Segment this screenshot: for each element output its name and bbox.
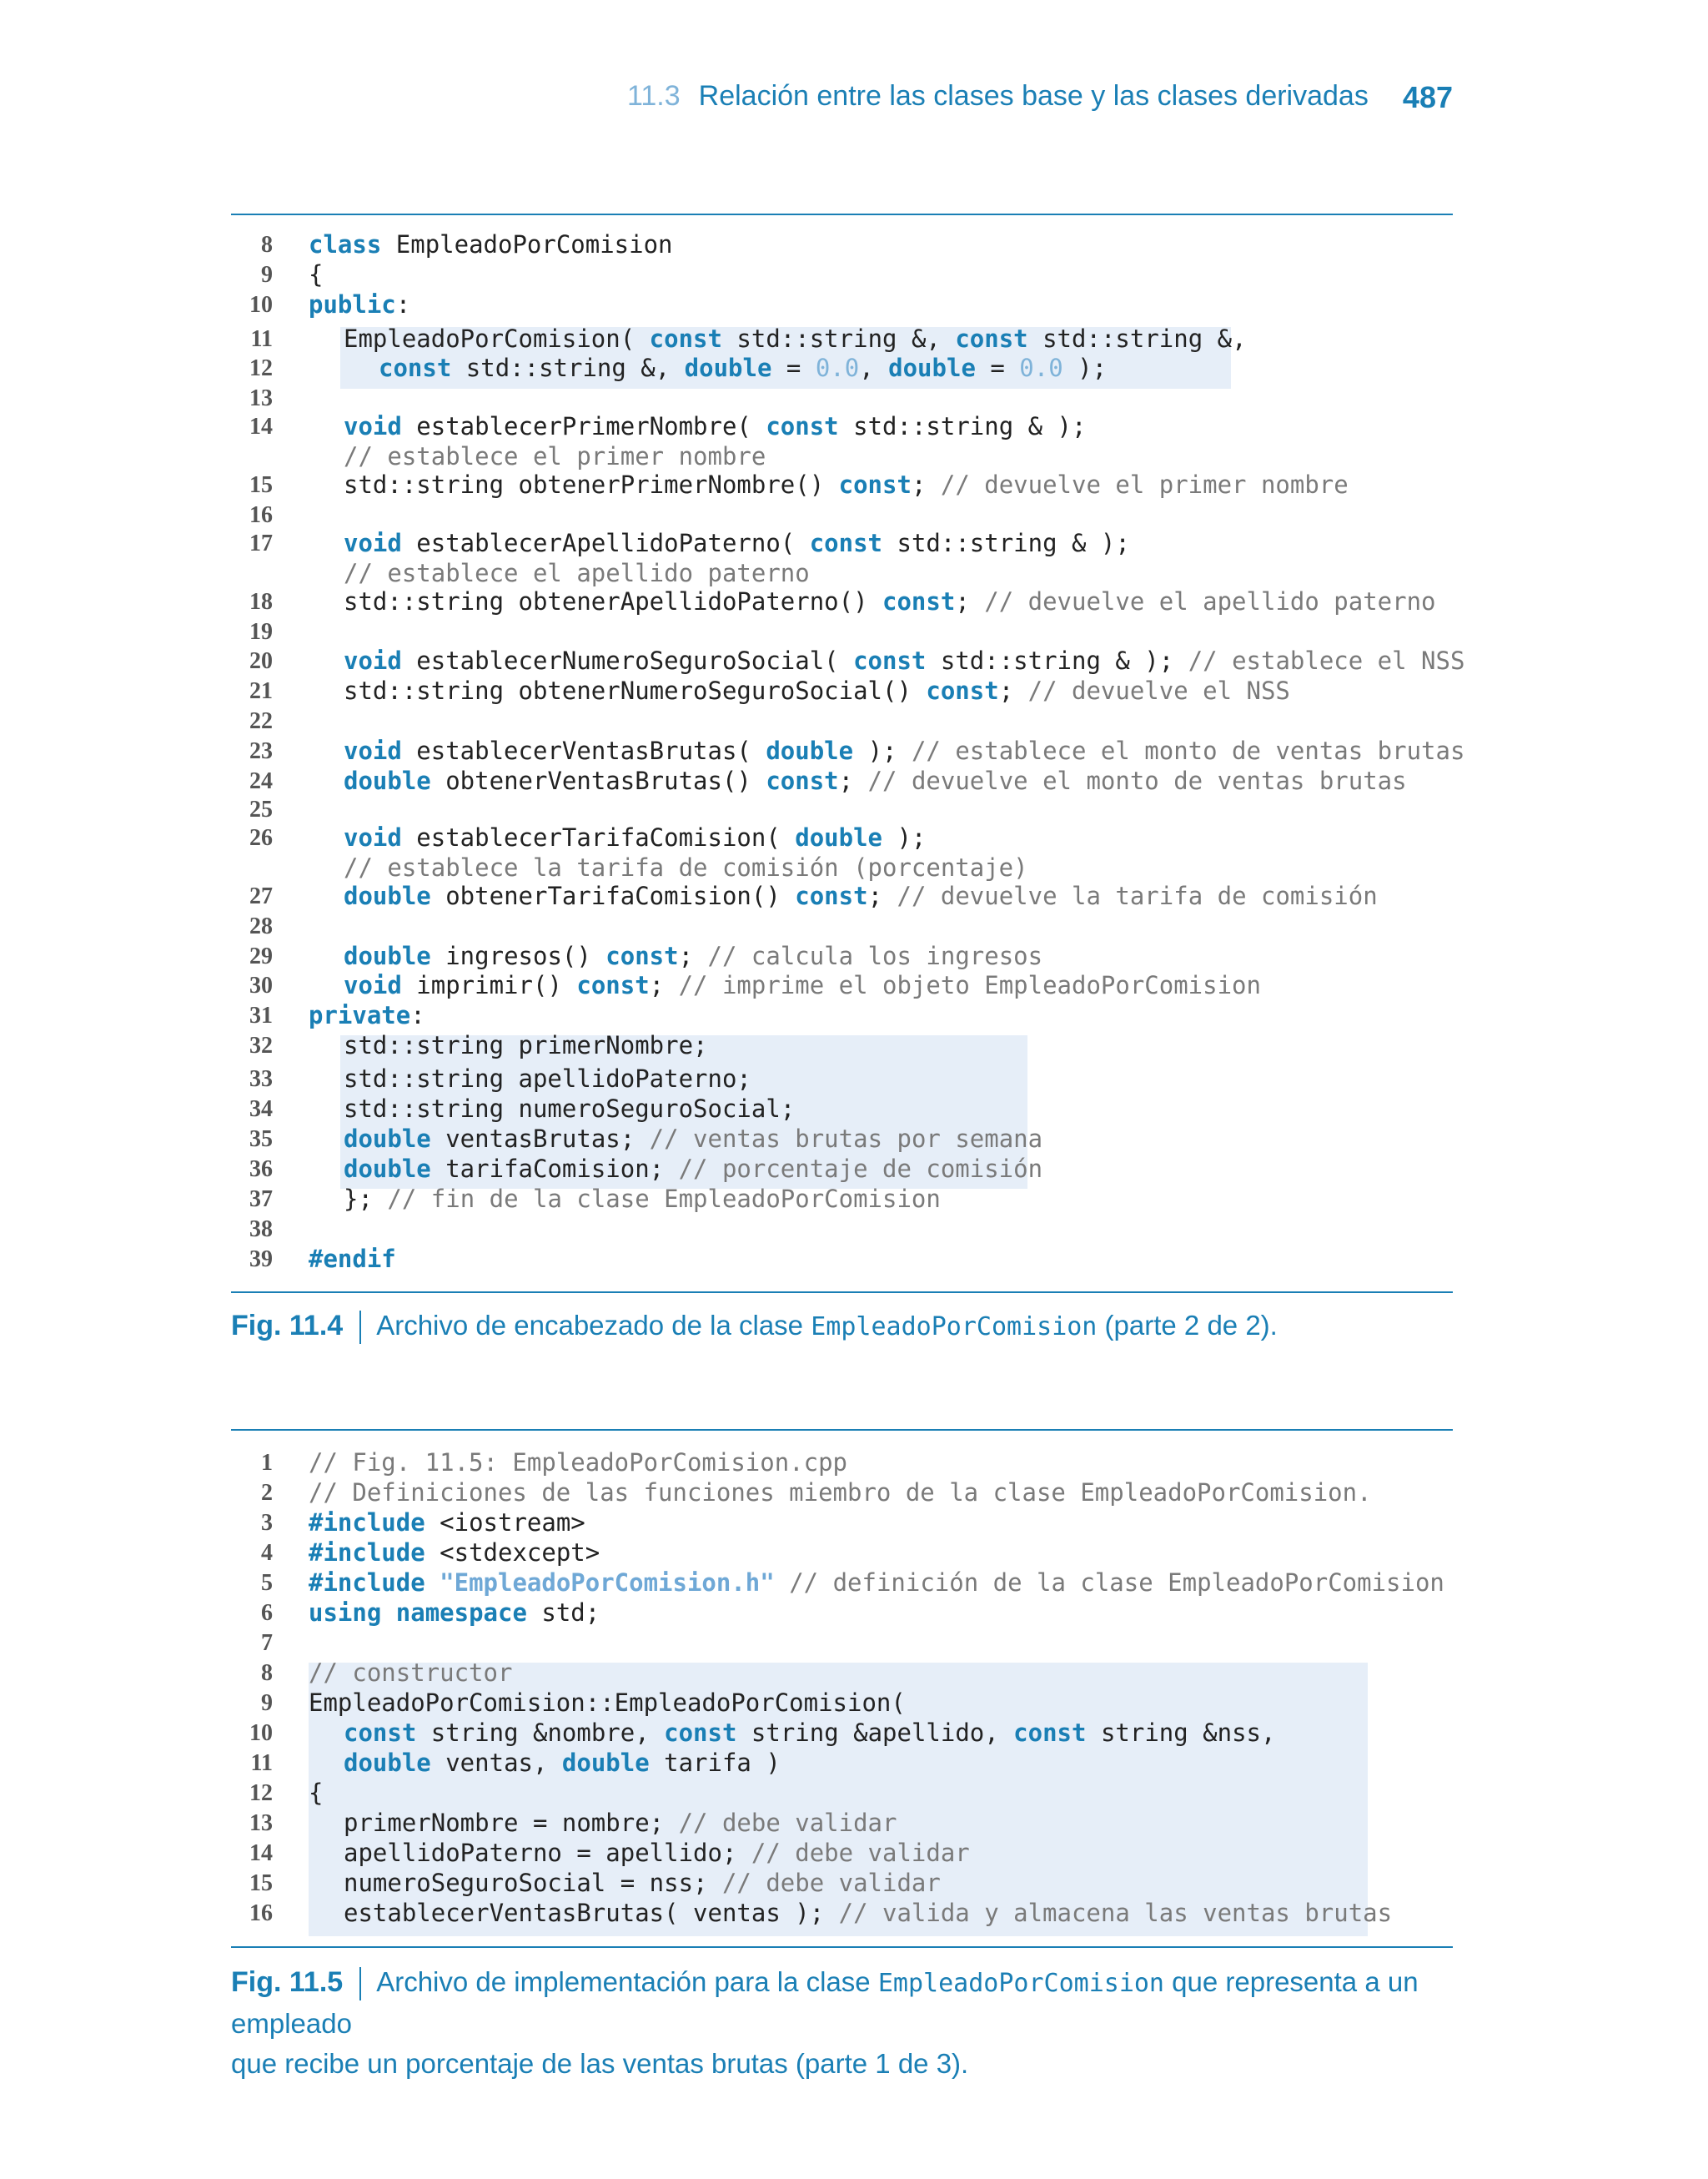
code-token: const	[882, 587, 956, 616]
code-token: tarifaComision;	[430, 1155, 679, 1183]
code-text	[344, 1064, 751, 1093]
code-text	[309, 1508, 585, 1537]
line-number: 10	[249, 292, 273, 318]
code-token: // definición de la clase EmpleadoPorComision	[789, 1568, 1444, 1597]
code-text	[309, 260, 323, 289]
code-token: void	[344, 737, 402, 765]
code-token: double	[795, 823, 883, 852]
code-text	[344, 1185, 941, 1213]
code-token: "EmpleadoPorComision.h"	[440, 1568, 775, 1597]
line-number: 9	[261, 1690, 273, 1716]
code-token: string &apellido,	[736, 1719, 1014, 1747]
code-token: ;	[678, 942, 708, 970]
code-token: private	[309, 1001, 411, 1029]
code-text	[309, 1478, 1372, 1507]
code-token: ;	[867, 882, 897, 910]
line-number: 17	[249, 531, 273, 556]
code-text	[379, 354, 1107, 382]
code-text	[344, 559, 810, 587]
code-text	[344, 471, 1349, 499]
code-token: // constructor	[309, 1658, 513, 1687]
caption-text: Archivo de implementación para la clase	[376, 1966, 878, 1997]
line-number: 20	[249, 648, 273, 674]
line-number: 13	[249, 385, 273, 411]
code-token: establecerVentasBrutas(	[401, 737, 766, 765]
code-token: apellidoPaterno = apellido;	[344, 1839, 751, 1867]
code-text	[309, 1598, 600, 1627]
code-token: std::string obtenerNumeroSeguroSocial()	[344, 677, 927, 705]
line-number: 30	[249, 973, 273, 999]
code-token: string &nombre,	[416, 1719, 665, 1747]
code-text	[344, 1719, 1275, 1747]
code-token: 0.0	[1019, 354, 1063, 382]
line-number: 5	[261, 1570, 273, 1596]
code-token: std::string &,	[1027, 325, 1247, 353]
code-text	[309, 1568, 1444, 1597]
code-text	[344, 942, 1042, 970]
line-number: 8	[261, 1660, 273, 1686]
code-token: ventasBrutas;	[430, 1125, 650, 1153]
code-token: );	[1062, 354, 1108, 382]
line-number: 38	[249, 1216, 273, 1242]
code-token: std::string apellidoPaterno;	[344, 1064, 751, 1093]
code-token: std::string &,	[451, 354, 685, 382]
caption-code: EmpleadoPorComision	[811, 1312, 1098, 1341]
section-number: 11.3	[627, 80, 681, 112]
caption-text: Archivo de encabezado de la clase	[376, 1310, 811, 1341]
code-token: const	[649, 325, 722, 353]
line-number: 39	[249, 1246, 273, 1272]
caption-divider	[359, 1967, 361, 2000]
code-token: void	[344, 971, 402, 999]
code-token: :	[410, 1001, 425, 1029]
code-text	[344, 853, 1028, 882]
line-number: 34	[249, 1096, 273, 1122]
code-text	[344, 1749, 781, 1777]
code-token: ;	[998, 677, 1028, 705]
line-number: 26	[249, 825, 273, 851]
code-token: <stdexcept>	[424, 1538, 600, 1567]
code-token: double	[766, 737, 854, 765]
code-token: const	[853, 647, 927, 675]
code-token: const	[379, 354, 452, 382]
line-number: 16	[249, 1900, 273, 1926]
code-token: primerNombre = nombre;	[344, 1809, 679, 1837]
code-token: ;	[649, 971, 679, 999]
page-number: 487	[1402, 80, 1453, 114]
code-token: // porcentaje de comisión	[678, 1155, 1043, 1183]
code-token: // devuelve el primer nombre	[940, 471, 1349, 499]
code-token: const	[766, 767, 839, 795]
code-text	[344, 412, 1086, 440]
code-token: obtenerTarifaComision()	[430, 882, 796, 910]
line-number: 14	[249, 414, 273, 440]
code-token: std::string obtenerApellidoPaterno()	[344, 587, 883, 616]
code-text	[309, 1658, 512, 1687]
caption-code: EmpleadoPorComision	[877, 1969, 1164, 1998]
code-token: // establece el NSS	[1188, 647, 1465, 675]
line-number: 23	[249, 738, 273, 764]
code-token: // debe validar	[678, 1809, 897, 1837]
code-token: std::string & );	[838, 412, 1087, 440]
code-token: const	[766, 412, 839, 440]
code-token: void	[344, 412, 402, 440]
code-token: std::string &,	[721, 325, 956, 353]
code-token: // calcula los ingresos	[707, 942, 1043, 970]
code-text	[344, 882, 1378, 910]
code-token: double	[344, 942, 431, 970]
listing-top-rule	[231, 1429, 1453, 1431]
code-token: // valida y almacena las ventas brutas	[838, 1899, 1393, 1927]
code-token: ;	[911, 471, 941, 499]
code-token: std::string & );	[882, 529, 1130, 557]
code-token: void	[344, 647, 402, 675]
code-token: // devuelve el monto de ventas brutas	[867, 767, 1407, 795]
line-number: 18	[249, 589, 273, 615]
code-token: const	[926, 677, 999, 705]
code-token	[381, 1598, 395, 1627]
code-token: {	[309, 1779, 324, 1807]
code-text	[344, 1095, 795, 1123]
code-token: const	[838, 471, 912, 499]
code-token: const	[795, 882, 868, 910]
listing-top-rule	[231, 214, 1453, 215]
code-text	[344, 325, 1247, 353]
code-token: numeroSeguroSocial = nss;	[344, 1869, 722, 1897]
figure-caption-11-5	[231, 1962, 1453, 2084]
line-number: 3	[261, 1510, 273, 1536]
code-token: namespace	[395, 1598, 527, 1627]
line-number: 9	[261, 262, 273, 288]
code-token: ;	[955, 587, 985, 616]
code-token: // ventas brutas por semana	[649, 1125, 1043, 1153]
code-token: EmpleadoPorComision::EmpleadoPorComision(	[309, 1688, 906, 1717]
code-token: ,	[859, 354, 889, 382]
line-number: 31	[249, 1003, 273, 1029]
code-token: const	[809, 529, 883, 557]
code-token: // devuelve la tarifa de comisión	[897, 882, 1378, 910]
caption-text-line2: que recibe un porcentaje de las ventas brutas (parte 1 de 3).	[231, 2048, 969, 2079]
code-token: 0.0	[815, 354, 860, 382]
code-token: #include	[309, 1538, 425, 1567]
code-text	[344, 767, 1407, 795]
code-text	[344, 1031, 708, 1059]
line-number: 13	[249, 1810, 273, 1836]
line-number: 32	[249, 1033, 273, 1059]
code-token: using	[309, 1598, 382, 1627]
line-number: 25	[249, 797, 273, 823]
code-token: EmpleadoPorComision	[381, 230, 673, 259]
code-text	[344, 1155, 1042, 1183]
code-text	[344, 1869, 941, 1897]
line-number: 11	[250, 326, 273, 352]
code-token: #include	[309, 1508, 425, 1537]
code-text	[344, 677, 1290, 705]
code-token: double	[344, 1125, 431, 1153]
code-token: std::string obtenerPrimerNombre()	[344, 471, 839, 499]
code-token: const	[664, 1719, 737, 1747]
line-number: 33	[249, 1066, 273, 1092]
code-token: );	[882, 823, 927, 852]
line-number: 16	[249, 502, 273, 528]
code-text	[309, 1001, 425, 1029]
code-text	[344, 442, 766, 471]
line-number: 15	[249, 472, 273, 498]
code-text	[309, 1245, 396, 1273]
code-token: establecerTarifaComision(	[401, 823, 796, 852]
line-number: 1	[261, 1450, 273, 1476]
code-token: // Definiciones de las funciones miembro de la clase EmpleadoPorComision.	[309, 1478, 1372, 1507]
code-text	[309, 230, 673, 259]
line-number: 6	[261, 1600, 273, 1626]
code-token: double	[684, 354, 772, 382]
line-number: 22	[249, 708, 273, 734]
code-token: establecerVentasBrutas( ventas );	[344, 1899, 839, 1927]
line-number: 4	[261, 1540, 273, 1566]
code-token: double	[344, 1749, 431, 1777]
line-number: 24	[249, 768, 273, 794]
code-token: // establece el monto de ventas brutas	[911, 737, 1465, 765]
code-token: // debe validar	[721, 1869, 941, 1897]
code-token: const	[605, 942, 679, 970]
code-token: const	[344, 1719, 417, 1747]
line-number: 27	[249, 883, 273, 909]
code-token: void	[344, 529, 402, 557]
code-token: const	[955, 325, 1028, 353]
code-token: // establece el apellido paterno	[344, 559, 810, 587]
code-token: ingresos()	[430, 942, 606, 970]
line-number: 35	[249, 1126, 273, 1152]
code-token	[775, 1568, 789, 1597]
code-text	[309, 1448, 847, 1477]
figure-caption-11-4	[231, 1306, 1453, 1347]
line-number: 15	[249, 1870, 273, 1896]
line-number: 8	[261, 232, 273, 258]
code-token: EmpleadoPorComision(	[344, 325, 650, 353]
code-token: establecerPrimerNombre(	[401, 412, 766, 440]
code-token: std::string primerNombre;	[344, 1031, 708, 1059]
line-number: 14	[249, 1840, 273, 1866]
code-token: std;	[526, 1598, 600, 1627]
code-token: :	[395, 290, 411, 319]
code-token: // Fig. 11.5: EmpleadoPorComision.cpp	[309, 1448, 848, 1477]
page-header	[231, 80, 1453, 122]
line-number: 28	[249, 913, 273, 939]
code-text	[344, 823, 926, 852]
figure-label: Fig. 11.5	[231, 1966, 344, 1998]
code-token: establecerApellidoPaterno(	[401, 529, 810, 557]
code-token: double	[344, 1155, 431, 1183]
code-token: // imprime el objeto EmpleadoPorComision	[678, 971, 1261, 999]
code-token: tarifa )	[649, 1749, 781, 1777]
caption-divider	[359, 1311, 361, 1344]
code-token: double	[344, 767, 431, 795]
code-text	[344, 647, 1464, 675]
code-token: );	[853, 737, 912, 765]
code-token: double	[561, 1749, 650, 1777]
caption-text-end: que representa a un empleado	[231, 1966, 1419, 2039]
caption-text-end: (parte 2 de 2).	[1097, 1310, 1278, 1341]
code-token: // establece el primer nombre	[344, 442, 766, 471]
code-token: string &nss,	[1086, 1719, 1276, 1747]
code-token: ;	[838, 767, 868, 795]
code-token: // fin de la clase EmpleadoPorComision	[387, 1185, 941, 1213]
code-token: class	[309, 230, 382, 259]
code-token: // devuelve el apellido paterno	[984, 587, 1436, 616]
code-token: std::string & );	[926, 647, 1188, 675]
line-number: 7	[261, 1630, 273, 1656]
line-number: 37	[249, 1186, 273, 1212]
section-heading	[627, 80, 1369, 113]
code-token: =	[975, 354, 1020, 382]
code-text	[344, 1839, 970, 1867]
code-token: // debe validar	[751, 1839, 970, 1867]
code-text	[344, 1125, 1042, 1153]
section-title: Relación entre las clases base y las clases derivadas	[698, 80, 1369, 112]
code-token: };	[344, 1185, 388, 1213]
code-token: #endif	[309, 1245, 396, 1273]
code-token: const	[1013, 1719, 1087, 1747]
line-number: 21	[249, 678, 273, 704]
code-token	[425, 1568, 440, 1597]
code-token: std::string numeroSeguroSocial;	[344, 1095, 796, 1123]
line-number: 2	[261, 1480, 273, 1506]
code-token: double	[888, 354, 976, 382]
code-token: public	[309, 290, 396, 319]
line-number: 12	[249, 1780, 273, 1806]
code-text	[344, 737, 1464, 765]
line-number: 36	[249, 1156, 273, 1182]
code-token: <iostream>	[424, 1508, 585, 1537]
code-token: // establece la tarifa de comisión (porcentaje)	[344, 853, 1028, 882]
code-token: const	[576, 971, 650, 999]
code-token: double	[344, 882, 431, 910]
figure-label: Fig. 11.4	[231, 1310, 344, 1341]
code-text	[309, 1779, 323, 1807]
code-token: obtenerVentasBrutas()	[430, 767, 766, 795]
listing-bottom-rule	[231, 1946, 1453, 1948]
code-token: {	[309, 260, 324, 289]
code-text	[344, 971, 1261, 999]
code-text	[344, 1809, 897, 1837]
code-token: ventas,	[430, 1749, 562, 1777]
line-number: 10	[249, 1720, 273, 1746]
code-text	[309, 1538, 600, 1567]
code-token: establecerNumeroSeguroSocial(	[401, 647, 854, 675]
code-token: void	[344, 823, 402, 852]
line-number: 29	[249, 944, 273, 969]
code-token: imprimir()	[401, 971, 577, 999]
line-number: 12	[249, 355, 273, 381]
listing-bottom-rule	[231, 1291, 1453, 1293]
line-number: 19	[249, 619, 273, 645]
code-token: =	[771, 354, 816, 382]
code-token: #include	[309, 1568, 425, 1597]
code-token: // devuelve el NSS	[1027, 677, 1290, 705]
code-text	[309, 1688, 906, 1717]
code-text	[344, 529, 1130, 557]
code-text	[309, 290, 410, 319]
code-text	[344, 587, 1436, 616]
line-number: 11	[250, 1750, 273, 1776]
code-text	[344, 1899, 1392, 1927]
